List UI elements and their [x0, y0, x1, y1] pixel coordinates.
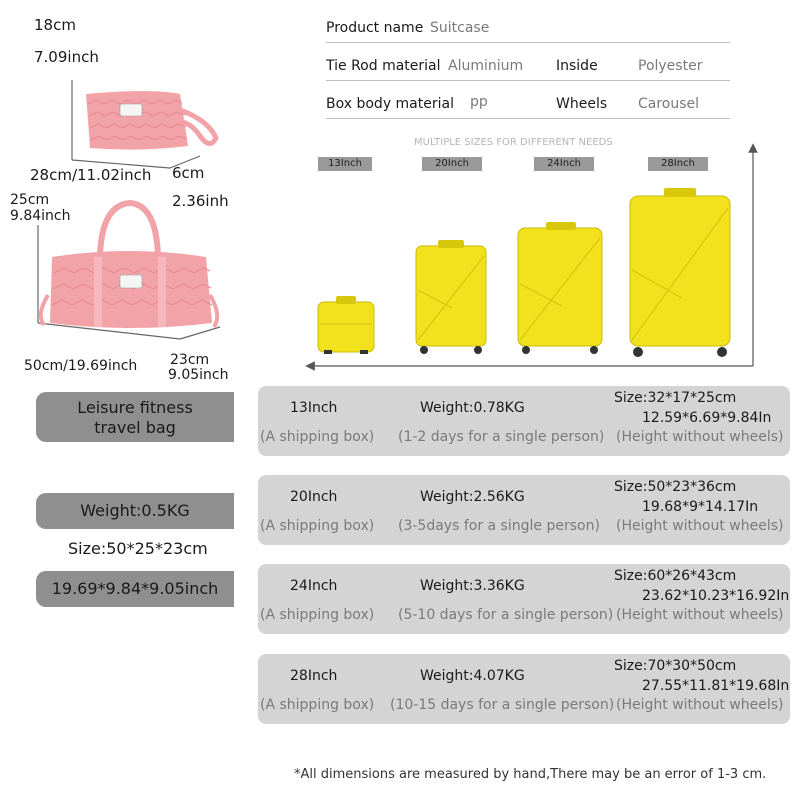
row-inch: 28Inch: [290, 668, 338, 684]
row-size-cm: Size:32*17*25cm: [614, 390, 737, 406]
row-weight: Weight:4.07KG: [420, 668, 525, 684]
bag-name-pill: [36, 392, 234, 442]
row-days: (5-10 days for a single person): [398, 607, 614, 623]
row-size-in: 19.68*9*14.17In: [642, 499, 759, 515]
bag-name-line2: travel bag: [94, 418, 176, 437]
bag-weight-pill: Weight:0.5KG: [36, 493, 234, 529]
row-weight: Weight:3.36KG: [420, 578, 525, 594]
bag-size-in-pill: 19.69*9.84*9.05inch: [36, 571, 234, 607]
size-row-13: [258, 386, 790, 456]
tie-rod-label: Tie Rod material: [326, 58, 441, 74]
row-size-cm: Size:50*23*36cm: [614, 479, 737, 495]
sizes-banner-title: MULTIPLE SIZES FOR DIFFERENT NEEDS: [414, 137, 613, 148]
row-days: (10-15 days for a single person): [390, 697, 615, 713]
box-body-value: pp: [470, 94, 488, 110]
size-tag-24: 24Inch: [534, 157, 594, 171]
pouch-depth-in: 2.36inh: [172, 192, 229, 210]
inside-label: Inside: [556, 58, 598, 74]
row-size-in: 23.62*10.23*16.92In: [642, 588, 790, 604]
size-tag-13: 13Inch: [318, 157, 372, 171]
row-box: (A shipping box): [260, 429, 375, 445]
wheels-label: Wheels: [556, 96, 608, 112]
pouch-illustration: [60, 70, 250, 180]
spec-divider: [326, 118, 730, 119]
row-size-cm: Size:60*26*43cm: [614, 568, 737, 584]
row-box: (A shipping box): [260, 607, 375, 623]
row-size-cm: Size:70*30*50cm: [614, 658, 737, 674]
pouch-height-cm: 18cm: [34, 16, 76, 34]
size-tag-20: 20Inch: [422, 157, 482, 171]
row-note: (Height without wheels): [616, 607, 784, 623]
row-box: (A shipping box): [260, 697, 375, 713]
row-box: (A shipping box): [260, 518, 375, 534]
inside-value: Polyester: [638, 58, 703, 74]
pouch-height-in: 7.09inch: [34, 48, 99, 66]
row-inch: 24Inch: [290, 578, 338, 594]
bag-size-cm: Size:50*25*23cm: [68, 539, 208, 558]
suitcase-lineup-illustration: [300, 140, 770, 380]
row-note: (Height without wheels): [616, 429, 784, 445]
spec-divider: [326, 80, 730, 81]
duffel-depth-in: 9.05inch: [168, 367, 229, 383]
pouch-depth-cm: 6cm: [172, 164, 205, 182]
pouch-width: 28cm/11.02inch: [30, 166, 152, 184]
duffel-width: 50cm/19.69inch: [24, 358, 138, 374]
size-row-24: [258, 564, 790, 634]
row-note: (Height without wheels): [616, 697, 784, 713]
product-name-value: Suitcase: [430, 20, 490, 36]
duffel-depth-cm: 23cm: [170, 352, 210, 368]
bag-name-line1: Leisure fitness: [77, 398, 193, 417]
row-days: (3-5days for a single person): [398, 518, 600, 534]
size-tag-28: 28Inch: [648, 157, 708, 171]
size-row-20: [258, 475, 790, 545]
row-note: (Height without wheels): [616, 518, 784, 534]
size-row-28: [258, 654, 790, 724]
tie-rod-value: Aluminium: [448, 58, 524, 74]
spec-divider: [326, 42, 730, 43]
footnote: *All dimensions are measured by hand,There may be an error of 1-3 cm.: [294, 767, 767, 782]
row-inch: 13Inch: [290, 400, 338, 416]
row-inch: 20Inch: [290, 489, 338, 505]
duffel-height-cm: 25cm: [10, 192, 50, 208]
wheels-value: Carousel: [638, 96, 700, 112]
duffel-height-in: 9.84inch: [10, 208, 71, 224]
box-body-label: Box body material: [326, 96, 454, 112]
row-days: (1-2 days for a single person): [398, 429, 605, 445]
row-size-in: 27.55*11.81*19.68In: [642, 678, 790, 694]
row-weight: Weight:2.56KG: [420, 489, 525, 505]
product-name-label: Product name: [326, 20, 424, 36]
row-size-in: 12.59*6.69*9.84In: [642, 410, 772, 426]
row-weight: Weight:0.78KG: [420, 400, 525, 416]
duffel-bag-illustration: [30, 195, 230, 345]
